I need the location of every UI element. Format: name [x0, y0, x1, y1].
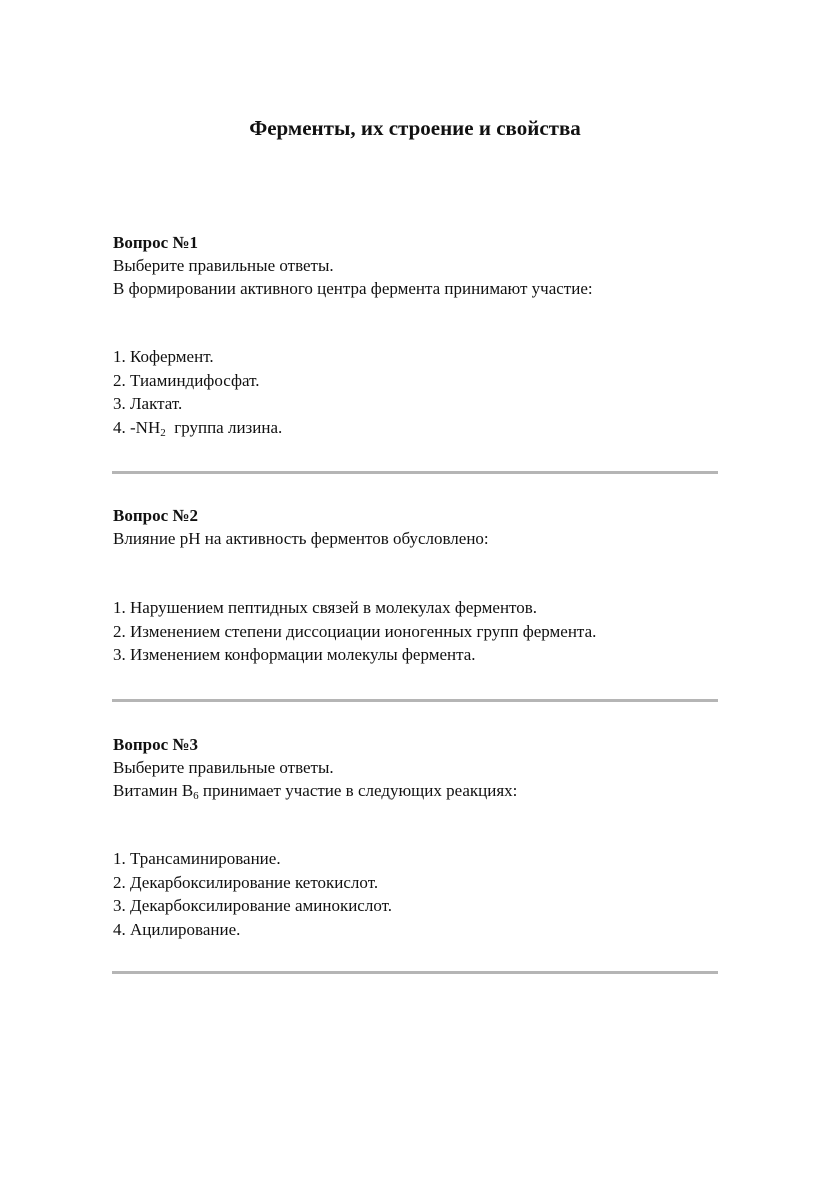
divider-2 [112, 699, 718, 702]
divider-1 [112, 471, 718, 474]
prompt-prefix: Витамин B [113, 781, 194, 800]
prompt-suffix: принимает участие в следующих реакциях: [198, 781, 518, 800]
divider-3 [112, 971, 718, 974]
answer-option: 2. Тиаминдифосфат. [113, 370, 260, 390]
question-3-prompt [113, 779, 718, 802]
question-1-answers [113, 345, 718, 439]
answer-option: 1. Кофермент. [113, 347, 214, 366]
answer-option: 1. Нарушением пептидных связей в молекулах ферментов. [113, 598, 538, 617]
question-3-answers [113, 847, 718, 941]
question-1-instruction: Выберите правильные ответы. [113, 256, 334, 275]
question-3 [113, 733, 718, 941]
question-1-heading: Вопрос №1 [113, 233, 198, 252]
question-1 [113, 231, 718, 439]
question-2 [113, 504, 718, 667]
answer-option: 3. Изменением конформации молекулы фермента. [113, 645, 476, 664]
question-2-heading: Вопрос №2 [113, 506, 198, 525]
answer-option: 4. Ацилирование. [113, 919, 241, 939]
page-title: Ферменты, их строение и свойства [249, 116, 581, 140]
answer-option: 2. Декарбоксилирование кетокислот. [113, 872, 379, 892]
answer-option: 3. Декарбоксилирование аминокислот. [113, 896, 393, 915]
question-3-heading: Вопрос №3 [113, 735, 198, 754]
prompt-subscript: 6 [193, 790, 199, 802]
answer-option: 3. Лактат. [113, 394, 183, 413]
question-2-answers [113, 596, 718, 667]
answer-4-subscript: 2 [160, 426, 166, 439]
question-3-instruction: Выберите правильные ответы. [113, 758, 334, 777]
answer-option [113, 416, 718, 440]
question-1-prompt: В формировании активного центра фермента принимают участие: [113, 279, 593, 298]
answer-4-suffix: группа лизина. [165, 417, 283, 437]
answer-option: 1. Трансаминирование. [113, 849, 281, 868]
question-2-prompt: Влияние pH на активность ферментов обусловлено: [113, 529, 489, 548]
answer-option: 2. Изменением степени диссоциации ионогенных групп фермента. [113, 621, 597, 641]
answer-4-prefix: 4. -NH [113, 417, 161, 437]
